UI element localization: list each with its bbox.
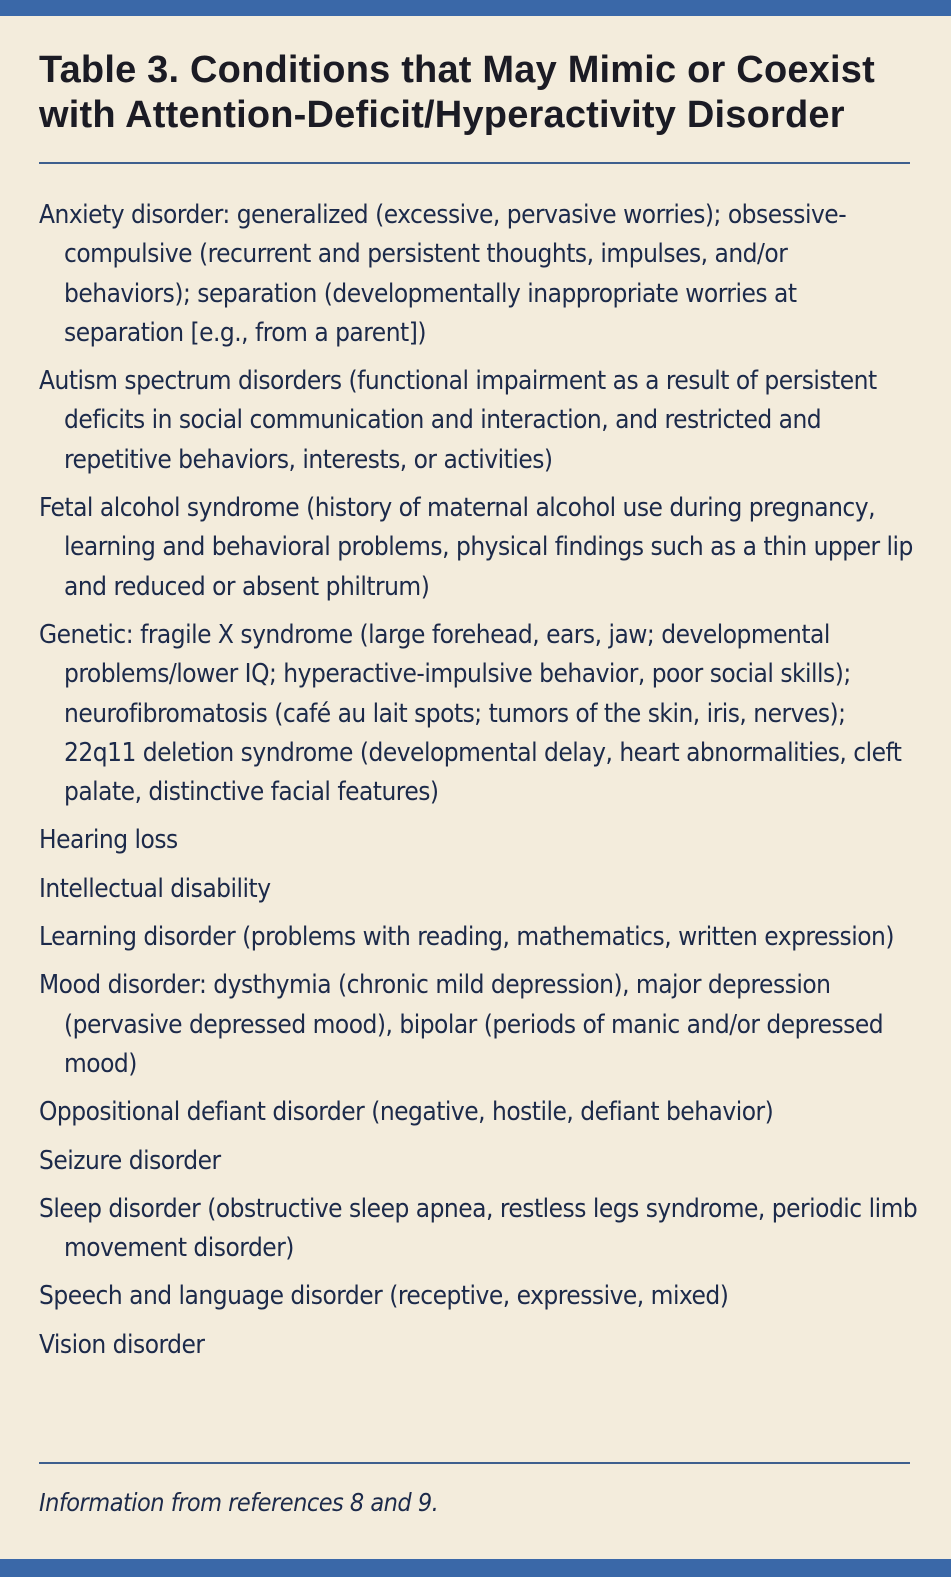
condition-item: Intellectual disability [39,873,271,904]
table-title-line-1: Table 3. Conditions that May Mimic or Coexist [39,49,875,91]
condition-item: Sleep disorder (obstructive sleep apnea, restless legs syndrome, periodic limb movement disorder) [39,1193,918,1264]
condition-item: Mood disorder: dysthymia (chronic mild depression), major depression (pervasive depressed mood), bipolar (periods of manic and/or depressed mood) [39,970,884,1079]
condition-item: Seizure disorder [39,1145,221,1176]
footnote: Information from references 8 and 9. [39,1488,439,1517]
bottom-accent-bar [0,1559,951,1577]
condition-item: Vision disorder [39,1329,205,1360]
condition-item: Anxiety disorder: generalized (excessive, pervasive worries); obsessive-compulsive (recurrent and persistent thoughts, impulses, and/or behaviors); separation (developmentally inappropriate worries at separation [e.g., from a parent]) [39,200,847,348]
condition-item: Speech and language disorder (receptive, expressive, mixed) [39,1281,729,1312]
conditions-list [39,196,919,1374]
condition-item: Autism spectrum disorders (functional impairment as a result of persistent deficits in social communication and interaction, and restricted and repetitive behaviors, interests, or activities) [39,366,877,475]
table-title-line-2: with Attention-Deficit/Hyperactivity Disorder [39,94,845,136]
title-divider [39,162,910,164]
top-accent-bar [0,0,951,16]
condition-item: Learning disorder (problems with reading, mathematics, written expression) [39,922,894,953]
condition-item: Hearing loss [39,825,178,856]
condition-item: Oppositional defiant disorder (negative, hostile, defiant behavior) [39,1097,774,1128]
table-title [39,48,919,138]
condition-item: Genetic: fragile X syndrome (large forehead, ears, jaw; developmental problems/lower IQ; hyperactive-impulsive behavior, poor social skills); neurofibromatosis (café au lait spots; tumors of the skin, iris, nerves); 22q11 deletion syndrome (developmental delay, heart abnormalities, cleft palate, distinctive facial features) [39,619,902,808]
footer-divider [39,1462,910,1464]
condition-item: Fetal alcohol syndrome (history of maternal alcohol use during pregnancy, learning and behavioral problems, physical findings such as a thin upper lip and reduced or absent philtrum) [39,493,913,602]
